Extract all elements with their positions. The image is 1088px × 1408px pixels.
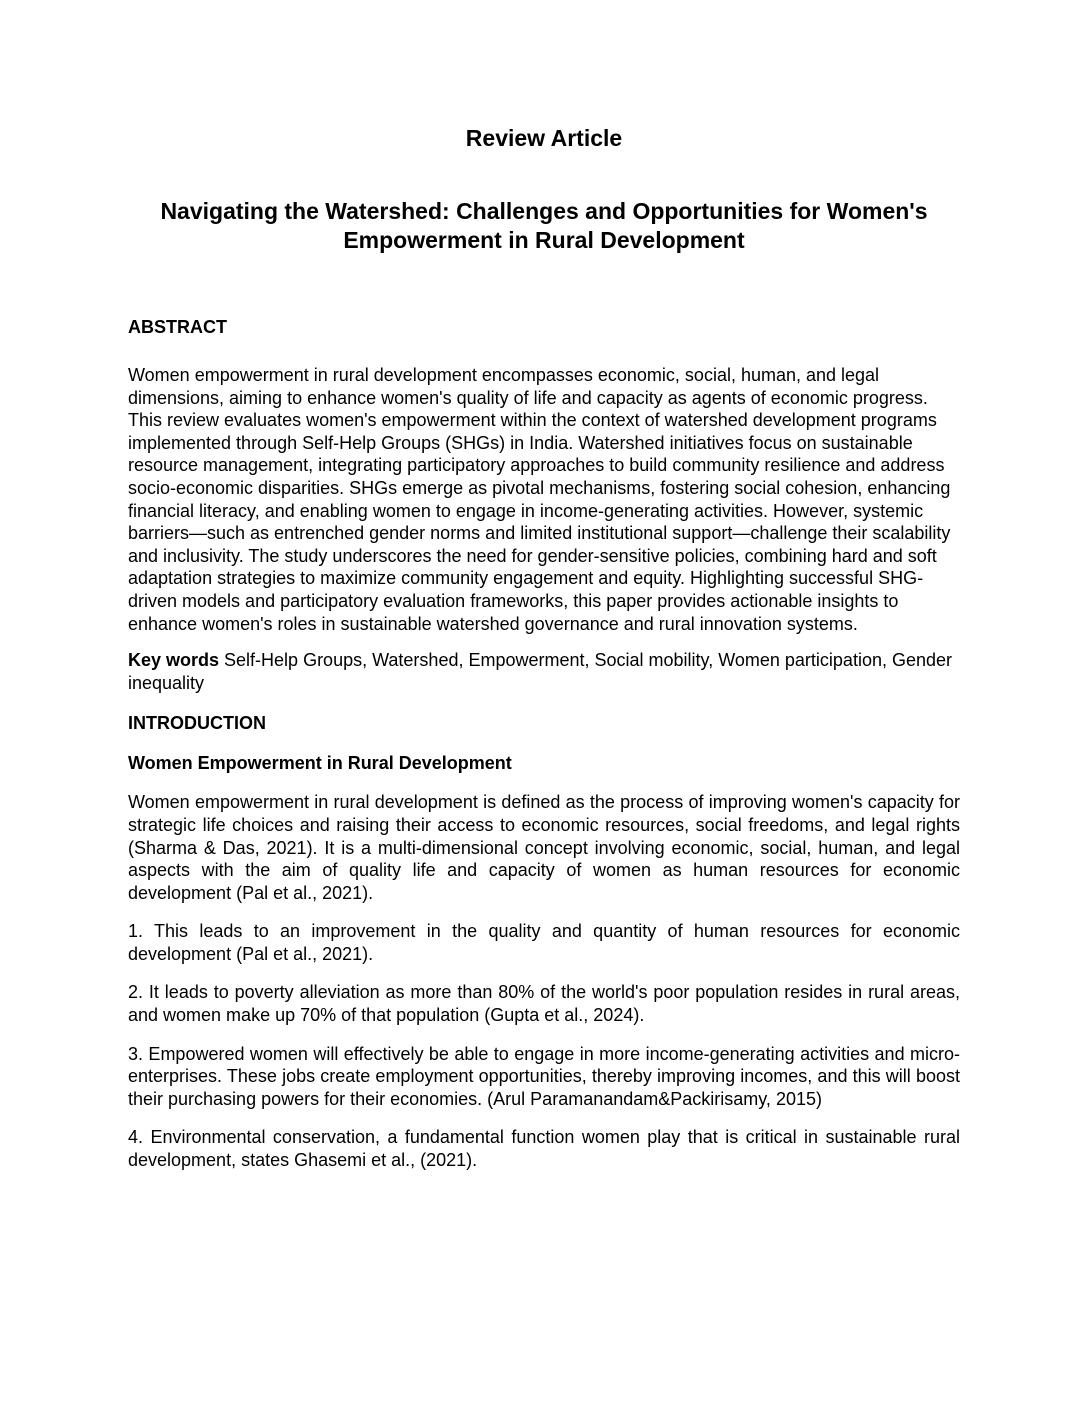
intro-list-item-3: 3. Empowered women will effectively be able to engage in more income-generating activities and micro-enterprises. These jobs create employment opportunities, thereby improving incomes, and this will boost their purchasing powers for their economies. (Arul Paramanandam&Packirisamy, 2015) [128,1043,960,1109]
intro-paragraph: Women empowerment in rural development is defined as the process of improving women's capacity for strategic life choices and raising their access to economic resources, social freedoms, and legal rights (Sharma & Das, 2021). It is a multi-dimensional concept involving economic, social, human, and legal aspects with the aim of quality life and capacity of women as human resources for economic development (Pal et al., 2021). [128,792,960,903]
keywords [128,649,960,694]
abstract-text: Women empowerment in rural development encompasses economic, social, human, and legal dimensions, aiming to enhance women's quality of life and capacity as agents of economic progress. This review evaluates women's empowerment within the context of watershed development programs implemented through Self-Help Groups (SHGs) in India. Watershed initiatives focus on sustainable resource management, integrating participatory approaches to build community resilience and address socio-economic disparities. SHGs emerge as pivotal mechanisms, fostering social cohesion, enhancing financial literacy, and enabling women to engage in income-generating activities. However, systemic barriers—such as entrenched gender norms and limited institutional support—challenge their scalability and inclusivity. The study underscores the need for gender-sensitive policies, combining hard and soft adaptation strategies to maximize community engagement and equity. Highlighting successful SHG-driven models and participatory evaluation frameworks, this paper provides actionable insights to enhance women's roles in sustainable watershed governance and rural innovation systems. [128,365,951,634]
intro-list-item-1: 1. This leads to an improvement in the quality and quantity of human resources for economic development (Pal et al., 2021). [128,921,960,964]
intro-list-item-2: 2. It leads to poverty alleviation as more than 80% of the world's poor population resides in rural areas, and women make up 70% of that population (Gupta et al., 2024). [128,982,960,1026]
paper-title: Navigating the Watershed: Challenges and Opportunities for Women's Empowerment in Rural Development [160,198,928,253]
keywords-label: Key words [128,650,220,671]
intro-list-item-4: 4. Environmental conservation, a fundamental function women play that is critical in sustainable rural development, states Ghasemi et al., (2021). [128,1127,960,1171]
article-type: Review Article [465,125,623,151]
paper-page [128,124,960,1172]
keywords-text: Self-Help Groups, Watershed, Empowerment, Social mobility, Women participation, Gender inequality [128,650,953,693]
introduction-heading: INTRODUCTION [128,713,266,734]
abstract-heading: ABSTRACT [128,317,227,337]
section-subheading: Women Empowerment in Rural Development [128,753,512,774]
